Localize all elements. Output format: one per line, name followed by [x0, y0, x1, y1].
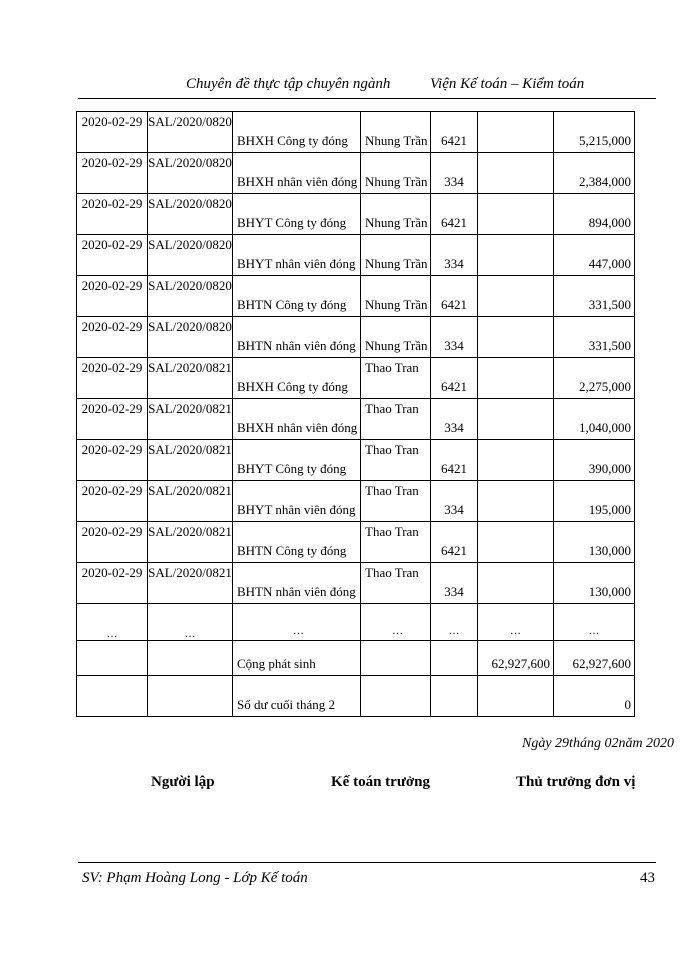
entry-user: Thao Tran [365, 442, 419, 457]
empty-cell [478, 676, 554, 717]
signature-head: Thủ trưởng đơn vị [516, 774, 636, 790]
entry-account: 334 [431, 235, 478, 276]
table-row [77, 522, 635, 563]
entry-date-cell [77, 276, 148, 317]
entry-reference: SAL/2020/0820 [148, 319, 232, 334]
entry-user-cell [361, 440, 431, 481]
entry-credit: 2,275,000 [554, 358, 635, 399]
entry-credit: 195,000 [554, 481, 635, 522]
signature-date: Ngày 29tháng 02năm 2020 [522, 736, 675, 751]
page-header [78, 72, 656, 99]
entry-credit: 331,500 [554, 276, 635, 317]
entry-account: 6421 [431, 440, 478, 481]
entry-credit: 130,000 [554, 563, 635, 604]
entry-user: Nhung Trần [361, 194, 431, 235]
empty-cell [431, 676, 478, 717]
entry-account: 334 [431, 153, 478, 194]
entry-credit: 5,215,000 [554, 112, 635, 153]
closing-balance-row [77, 676, 635, 717]
entry-debit [478, 481, 554, 522]
entry-credit: 894,000 [554, 194, 635, 235]
entry-reference-cell [148, 440, 233, 481]
ledger-body [77, 112, 635, 717]
entry-user: Nhung Trần [361, 112, 431, 153]
entry-date-cell [77, 153, 148, 194]
entry-date-cell [77, 358, 148, 399]
empty-cell [77, 676, 148, 717]
entry-reference: SAL/2020/0820 [148, 196, 232, 211]
entry-debit [478, 153, 554, 194]
footer-student: SV: Phạm Hoàng Long - Lớp Kế toán [82, 870, 308, 886]
entry-description: BHXH nhân viên đóng [233, 399, 361, 440]
total-credit: 62,927,600 [554, 641, 635, 676]
ellipsis-cell: … [431, 604, 478, 641]
table-row [77, 481, 635, 522]
closing-label: Số dư cuối tháng 2 [233, 676, 361, 717]
entry-reference-cell [148, 522, 233, 563]
table-row [77, 112, 635, 153]
entry-reference: SAL/2020/0820 [148, 278, 232, 293]
entry-date-cell [77, 112, 148, 153]
entry-reference: SAL/2020/0820 [148, 237, 232, 252]
ellipsis-cell: … [478, 604, 554, 641]
entry-date: 2020-02-29 [81, 442, 143, 457]
table-row [77, 276, 635, 317]
entry-debit [478, 440, 554, 481]
entry-debit [478, 522, 554, 563]
ledger-table [76, 111, 635, 717]
entry-reference: SAL/2020/0821 [148, 483, 232, 498]
entry-reference-cell [148, 194, 233, 235]
entry-reference-cell [148, 317, 233, 358]
entry-date-cell [77, 481, 148, 522]
empty-cell [148, 676, 233, 717]
entry-date: 2020-02-29 [81, 524, 143, 539]
entry-user: Thao Tran [365, 360, 419, 375]
entry-description: BHTN Công ty đóng [233, 522, 361, 563]
ellipsis-cell: … [148, 604, 233, 641]
entry-account: 334 [431, 399, 478, 440]
entry-reference: SAL/2020/0821 [148, 565, 232, 580]
entry-date-cell [77, 194, 148, 235]
entry-reference-cell [148, 563, 233, 604]
table-row [77, 317, 635, 358]
page-number: 43 [640, 870, 655, 886]
entry-credit: 447,000 [554, 235, 635, 276]
table-row [77, 194, 635, 235]
entry-debit [478, 399, 554, 440]
entry-debit [478, 563, 554, 604]
entry-date: 2020-02-29 [81, 565, 143, 580]
entry-credit: 390,000 [554, 440, 635, 481]
entry-date: 2020-02-29 [81, 155, 143, 170]
entry-description: BHXH Công ty đóng [233, 358, 361, 399]
entry-reference: SAL/2020/0820 [148, 114, 232, 129]
entry-debit [478, 235, 554, 276]
ellipsis-cell: … [554, 604, 635, 641]
entry-user-cell [361, 399, 431, 440]
total-row [77, 641, 635, 676]
total-label: Cộng phát sinh [233, 641, 361, 676]
entry-date: 2020-02-29 [81, 360, 143, 375]
entry-account: 6421 [431, 194, 478, 235]
entry-date-cell [77, 399, 148, 440]
entry-description: BHTN nhân viên đóng [233, 563, 361, 604]
table-row [77, 399, 635, 440]
entry-debit [478, 358, 554, 399]
entry-date: 2020-02-29 [81, 483, 143, 498]
entry-reference: SAL/2020/0821 [148, 442, 232, 457]
entry-reference: SAL/2020/0821 [148, 360, 232, 375]
empty-cell [431, 641, 478, 676]
ellipsis-cell: … [233, 604, 361, 641]
entry-date-cell [77, 522, 148, 563]
entry-account: 6421 [431, 276, 478, 317]
entry-account: 334 [431, 563, 478, 604]
entry-user-cell [361, 563, 431, 604]
entry-credit: 1,040,000 [554, 399, 635, 440]
entry-credit: 2,384,000 [554, 153, 635, 194]
ellipsis-cell: … [361, 604, 431, 641]
entry-description: BHXH Công ty đóng [233, 112, 361, 153]
entry-date: 2020-02-29 [81, 114, 143, 129]
signature-chief-accountant: Kế toán trưởng [331, 774, 430, 790]
entry-date-cell [77, 235, 148, 276]
entry-date: 2020-02-29 [81, 196, 143, 211]
table-row [77, 235, 635, 276]
entry-reference-cell [148, 481, 233, 522]
entry-debit [478, 194, 554, 235]
header-title-right: Viện Kế toán – Kiểm toán [430, 76, 585, 92]
entry-reference: SAL/2020/0821 [148, 524, 232, 539]
table-row [77, 153, 635, 194]
entry-reference-cell [148, 153, 233, 194]
empty-cell [361, 641, 431, 676]
entry-reference: SAL/2020/0820 [148, 155, 232, 170]
entry-account: 6421 [431, 358, 478, 399]
empty-cell [148, 641, 233, 676]
signature-preparer: Người lập [151, 774, 215, 790]
table-row [77, 563, 635, 604]
entry-date: 2020-02-29 [81, 278, 143, 293]
entry-reference-cell [148, 276, 233, 317]
footer-rule [78, 862, 656, 865]
entry-credit: 130,000 [554, 522, 635, 563]
entry-debit [478, 276, 554, 317]
entry-user: Thao Tran [365, 401, 419, 416]
entry-description: BHXH nhân viên đóng [233, 153, 361, 194]
entry-account: 6421 [431, 522, 478, 563]
entry-credit: 331,500 [554, 317, 635, 358]
closing-credit: 0 [554, 676, 635, 717]
entry-account: 6421 [431, 112, 478, 153]
entry-user: Nhung Trần [361, 317, 431, 358]
total-debit: 62,927,600 [478, 641, 554, 676]
empty-cell [361, 676, 431, 717]
entry-user: Nhung Trần [361, 235, 431, 276]
entry-user: Thao Tran [365, 524, 419, 539]
entry-date-cell [77, 317, 148, 358]
entry-user: Nhung Trần [361, 276, 431, 317]
ellipsis-cell: … [77, 604, 148, 641]
entry-date: 2020-02-29 [81, 401, 143, 416]
entry-description: BHYT nhân viên đóng [233, 481, 361, 522]
entry-date: 2020-02-29 [81, 319, 143, 334]
empty-cell [77, 641, 148, 676]
entry-debit [478, 317, 554, 358]
entry-user: Nhung Trần [361, 153, 431, 194]
entry-user-cell [361, 481, 431, 522]
entry-debit [478, 112, 554, 153]
entry-description: BHYT Công ty đóng [233, 194, 361, 235]
entry-user-cell [361, 358, 431, 399]
entry-date: 2020-02-29 [81, 237, 143, 252]
table-row [77, 440, 635, 481]
entry-description: BHTN Công ty đóng [233, 276, 361, 317]
entry-account: 334 [431, 317, 478, 358]
entry-date-cell [77, 563, 148, 604]
entry-reference-cell [148, 399, 233, 440]
entry-description: BHYT Công ty đóng [233, 440, 361, 481]
entry-description: BHTN nhân viên đóng [233, 317, 361, 358]
entry-user-cell [361, 522, 431, 563]
header-title-left: Chuyên đề thực tập chuyên ngành [186, 76, 391, 92]
entry-user: Thao Tran [365, 565, 419, 580]
entry-reference: SAL/2020/0821 [148, 401, 232, 416]
entry-reference-cell [148, 235, 233, 276]
entry-date-cell [77, 440, 148, 481]
entry-reference-cell [148, 358, 233, 399]
entry-user: Thao Tran [365, 483, 419, 498]
entry-description: BHYT nhân viên đóng [233, 235, 361, 276]
table-row [77, 358, 635, 399]
entry-account: 334 [431, 481, 478, 522]
ellipsis-row [77, 604, 635, 641]
entry-reference-cell [148, 112, 233, 153]
